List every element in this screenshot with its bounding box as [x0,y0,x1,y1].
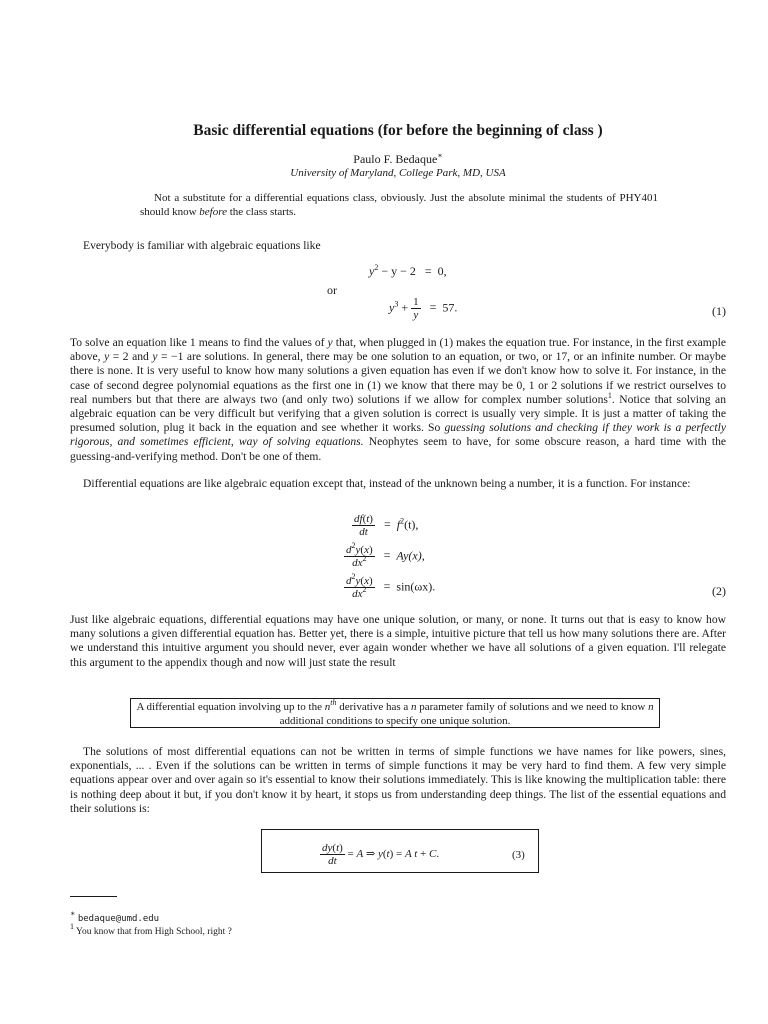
paragraph-solutions: To solve an equation like 1 means to find the values of y that, when plugged in (1) makes the equation true. For instance, in the first example above, y = 2 and y = −1 are solutions. In general, there may be one solution to an equation, or two, or 17, or an infinite number. Or maybe there is none. It is very useful to know how many solutions a given equation has even if we don't know how to solve it. For instance, in the case of second degree polynomial equations as the first one in (1) we know that there may be 0, 1 or 2 solutions if we restrict ourselves to real numbers but that there are always two (and only two) solutions if we allow for complex number solutions$^1$. Notice that solving an algebraic equation can be very difficult but verifying that a given solution is correct is usually very simple. It is just a matter of taking the presumed solution, plug it back in the equation and see whether it works. So guessing solutions and checking if they work is a perfectly rigorous, and sometimes efficient, way of solving equations. Neophytes seem to have, for some obscure reason, a hard time with the guessing-and-verifying method. Don't be one of them. [70,336,727,463]
equation-1a: $y^2 - y - 2 = 0$, [369,263,447,278]
equation-1b: $y^3$ + $\frac{1}{y}$ = 57. [389,296,458,321]
abstract: Not a substitute for a differential equations class, obviously. Just the absolute minimal the students of PHY401 should know before the class starts. [140,192,658,218]
paragraph-essential: The solutions of most differential equations can not be written in terms of simple functions we have names for like powers, sines, exponentials, ... . Even if the solutions can be written in terms of simple functions it may be very hard to find them. A few very simple equations appear over and over again so it's essential to know their solutions immediately. This is like knowing the multiplication table: there is nothing deep about it but, if you don't know it by heart, it stops us from understanding deep things. The list of the essential equations and their solutions is: [70,745,726,815]
equation-2a: $\frac{df(t)}{dt}$ = $f^2(t)$, [354,513,419,538]
affiliation: University of Maryland, College Park, MD, USA [290,167,506,179]
paragraph-differential: Differential equations are like algebraic equation except that, instead of the unknown being a number, it is a function. For instance: [83,477,691,490]
equation-number-3: (3) [512,849,525,861]
equation-number-2: (2) [712,584,726,598]
author-footnote-mark: ∗ [437,151,443,160]
footnote-rule [70,896,117,897]
page-title: Basic differential equations (for before the beginning of class ) [193,122,603,139]
or-connector: or [327,283,337,297]
footnote-ref-1: 1 [607,390,612,400]
intro-paragraph: Everybody is familiar with algebraic equations like [83,239,321,252]
author [0,152,768,167]
equation-2b: $\frac{d^2y(x)}{dx^2}$ = Ay(x), [346,541,425,569]
footnote-email: ∗ bedaque@umd.edu [70,909,160,924]
author-name: Paulo F. Bedaque [353,152,438,166]
equation-2c: $\frac{d^2y(x)}{dx^2}$ = sin(ωx). [346,572,436,600]
boxed-equation-3 [261,829,539,873]
boxed-result: A differential equation involving up to the $n^{th}$ derivative has a n parameter family of solutions and we need to know n additional conditions to specify one unique solution. [130,698,660,728]
footnote-1: $^1$ You know that from High School, right ? [70,922,232,937]
equation-3: $\frac{dy(t)}{dt}$ = A ⇒ y(t) = A t + C. [322,842,440,867]
paragraph-uniqueness: Just like algebraic equations, differential equations may have one unique solution, or many, or none. It turns out that is easy to know how many solutions a given differential equation has. Better yet, there is a simple, intuitive picture that tell us how many solutions there are. After we understand this intuitive argument you should never, ever again wonder whether we have all solutions of a given equation. I'll relegate this argument to the appendix though and now will just state the result [70,613,726,669]
equation-number-1: (1) [712,304,726,318]
